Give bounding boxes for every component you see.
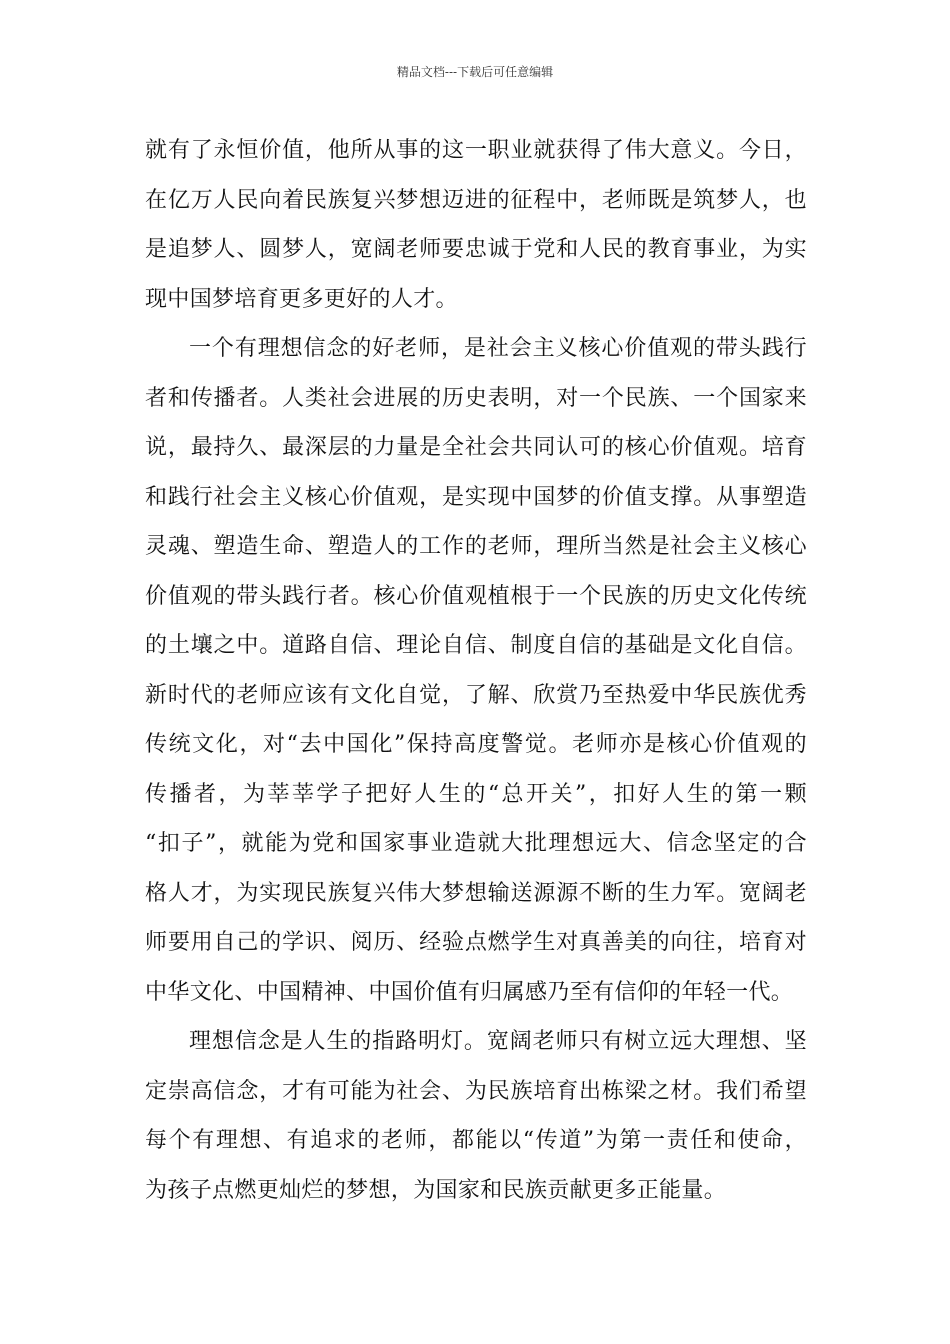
text-line: “扣子”，就能为党和国家事业造就大批理想远大、信念坚定的合: [145, 831, 807, 856]
text-line: 传播者，为莘莘学子把好人生的“总开关”，扣好人生的第一颗: [145, 781, 807, 807]
text-line: 说，最持久、最深层的力量是全社会共同认可的核心价值观。培育: [145, 435, 807, 460]
text-line: 就有了永恒价值，他所从事的这一职业就获得了伟大意义。今日，: [145, 138, 807, 163]
page-header: 精品文档---下载后可任意编辑: [396, 65, 554, 79]
text-line: 新时代的老师应该有文化自觉，了解、欣赏乃至热爱中华民族优秀: [145, 682, 807, 708]
text-line: 和践行社会主义核心价值观，是实现中国梦的价值支撑。从事塑造: [145, 484, 807, 510]
text-line: 师要用自己的学识、阅历、经验点燃学生对真善美的向往，培育对: [145, 930, 807, 955]
text-line: 在亿万人民向着民族复兴梦想迈进的征程中，老师既是筑梦人，也: [145, 187, 807, 213]
text-line: 现中国梦培育更多更好的人才。: [145, 286, 458, 312]
text-line: 传统文化，对“去中国化”保持高度警觉。老师亦是核心价值观的: [145, 732, 807, 757]
paragraph-2: [145, 324, 807, 1017]
paragraph-3: [145, 1017, 807, 1215]
text-line: 是追梦人、圆梦人，宽阔老师要忠诚于党和人民的教育事业，为实: [145, 237, 807, 262]
text-line: 者和传播者。人类社会进展的历史表明，对一个民族、一个国家来: [145, 385, 807, 411]
text-line: 为孩子点燃更灿烂的梦想，为国家和民族贡献更多正能量。: [145, 1177, 727, 1203]
text-line: 灵魂、塑造生命、塑造人的工作的老师，理所当然是社会主义核心: [145, 534, 807, 559]
text-line: 定崇高信念，才有可能为社会、为民族培育出栋梁之材。我们希望: [145, 1078, 807, 1104]
text-line: 理想信念是人生的指路明灯。宽阔老师只有树立远大理想、坚: [189, 1029, 807, 1054]
text-line: 中华文化、中国精神、中国价值有归属感乃至有信仰的年轻一代。: [145, 979, 794, 1005]
text-line: 一个有理想信念的好老师，是社会主义核心价值观的带头践行: [189, 336, 807, 361]
text-line: 价值观的带头践行者。核心价值观植根于一个民族的历史文化传统: [145, 583, 807, 609]
text-line: 格人才，为实现民族复兴伟大梦想输送源源不断的生力军。宽阔老: [145, 880, 807, 906]
paragraph-1: [145, 126, 807, 324]
text-line: 每个有理想、有追求的老师，都能以“传道”为第一责任和使命，: [145, 1128, 807, 1153]
text-line: 的土壤之中。道路自信、理论自信、制度自信的基础是文化自信。: [145, 633, 807, 658]
body-text: [145, 126, 807, 1215]
